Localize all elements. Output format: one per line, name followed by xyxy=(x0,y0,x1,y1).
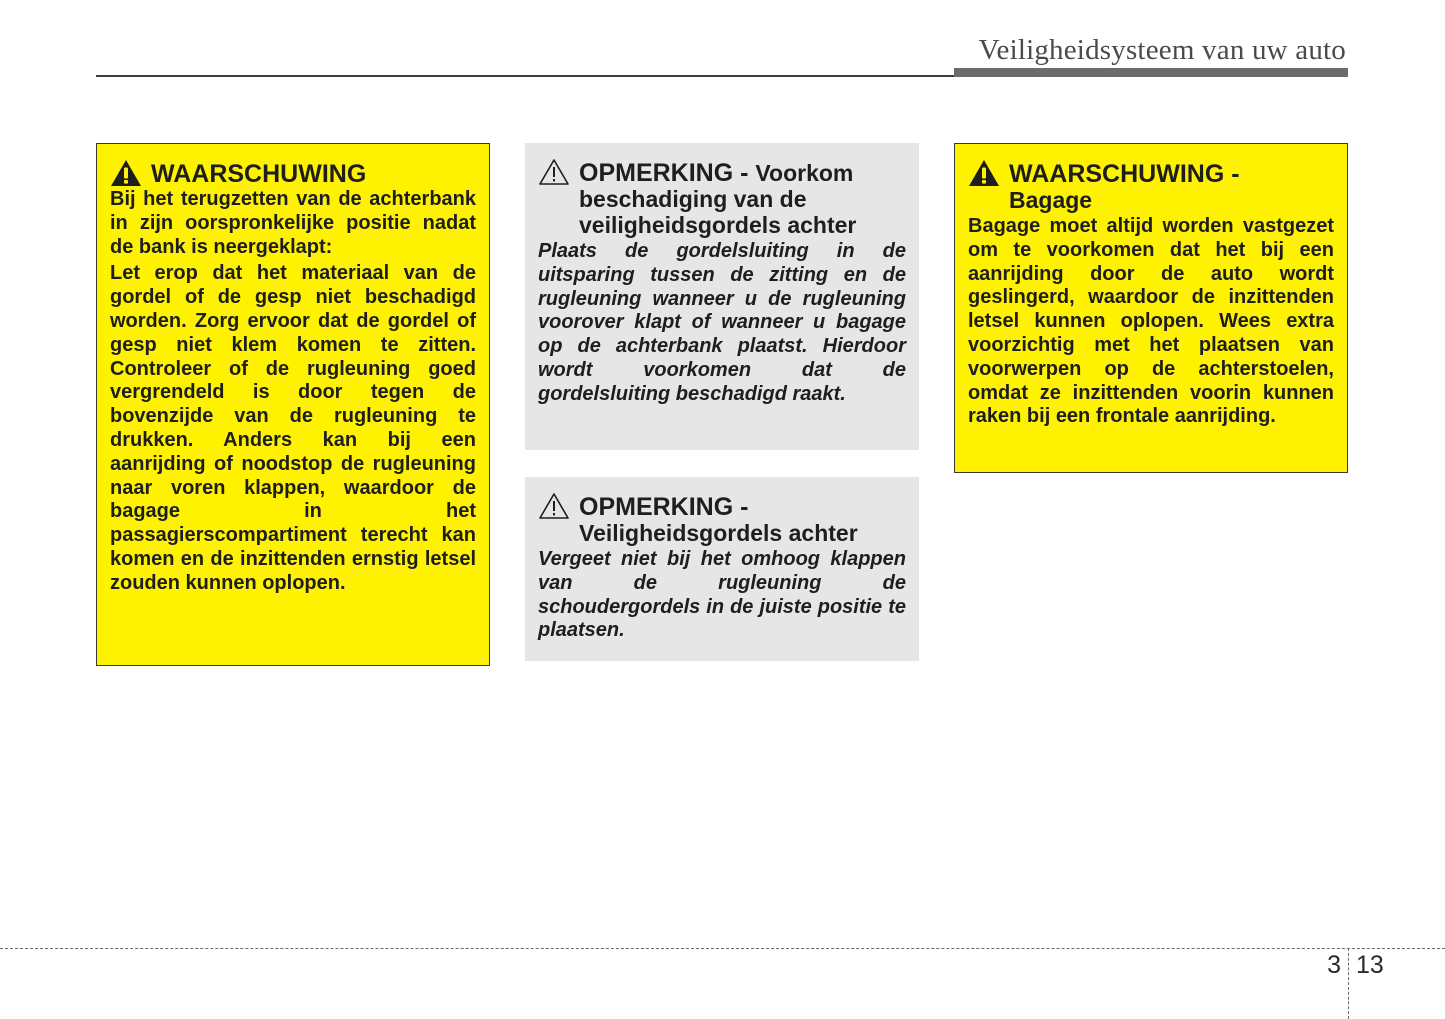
footer-dashed-divider xyxy=(1348,948,1349,1019)
warning-box-luggage xyxy=(954,143,1348,473)
warning-heading xyxy=(968,161,1334,214)
note-body-text: Plaats de gordelsluiting in de uitsparing tussen de zitting en de rugleuning wanneer u de rugleuning voorover klapt of wanneer u bagage op de achterbank plaatst. Hierdoor wordt voorkomen dat de gordelsluiting beschadigd raakt. xyxy=(538,240,906,405)
section-title: Veiligheidsysteem van uw auto xyxy=(978,34,1346,66)
note-subtitle-a: Voorkom xyxy=(755,160,854,186)
note-subtitle-c: veiligheidsgordels achter xyxy=(579,212,857,238)
note-heading xyxy=(538,160,906,239)
note-subtitle: Veiligheidsgordels achter xyxy=(579,520,858,546)
note-heading xyxy=(538,494,906,547)
footer-dashed-rule xyxy=(0,948,1445,949)
warning-triangle-icon xyxy=(110,159,142,187)
caution-triangle-icon xyxy=(538,158,570,186)
warning-heading xyxy=(110,161,476,188)
header-accent-bar xyxy=(954,68,1348,77)
note-subtitle-b: beschadiging van de xyxy=(579,186,807,212)
note-title: OPMERKING - xyxy=(579,493,749,521)
note-box-belt-damage xyxy=(525,143,919,450)
warning-intro-text: Bij het terugzetten van de achterbank in zijn oorspronkelijke positie nadat de bank is neergeklapt: xyxy=(110,188,476,258)
note-box-rear-belts xyxy=(525,477,919,661)
warning-title: WAARSCHUWING - xyxy=(1009,160,1240,188)
page-section-number: 3 xyxy=(1327,951,1341,979)
page-number: 13 xyxy=(1356,951,1384,979)
caution-triangle-icon xyxy=(538,492,570,520)
warning-title: WAARSCHUWING xyxy=(151,160,367,188)
note-title: OPMERKING - xyxy=(579,159,749,187)
warning-triangle-icon xyxy=(968,159,1000,187)
warning-subtitle: Bagage xyxy=(1009,187,1093,213)
warning-box-rear-seat xyxy=(96,143,490,666)
warning-body-text: Bagage moet altijd worden vastgezet om te voorkomen dat het bij een aanrijding door de auto wordt geslingerd, waardoor de inzittenden letsel kunnen oplopen. Wees extra voorzichtig met het plaatsen van voorwerpen op de achterstoelen, omdat ze inzittenden voorin kunnen raken bij een frontale aanrijding. xyxy=(968,215,1334,428)
warning-body-text: Let erop dat het materiaal van de gordel of de gesp niet beschadigd worden. Zorg ervoor dat de gordel of gesp niet klem komen te zitten. Controleer of de rugleuning goed vergrendeld is door tegen de bovenzijde van de rugleuning te drukken. Anders kan bij een aanrijding of noodstop de rugleuning naar voren klappen, waardoor de bagage in het passagierscompartiment terecht kan komen en de inzittenden ernstig letsel zouden kunnen oplopen. xyxy=(110,262,476,594)
note-body-text: Vergeet niet bij het omhoog klappen van de rugleuning de schoudergordels in de juiste positie te plaatsen. xyxy=(538,548,906,642)
